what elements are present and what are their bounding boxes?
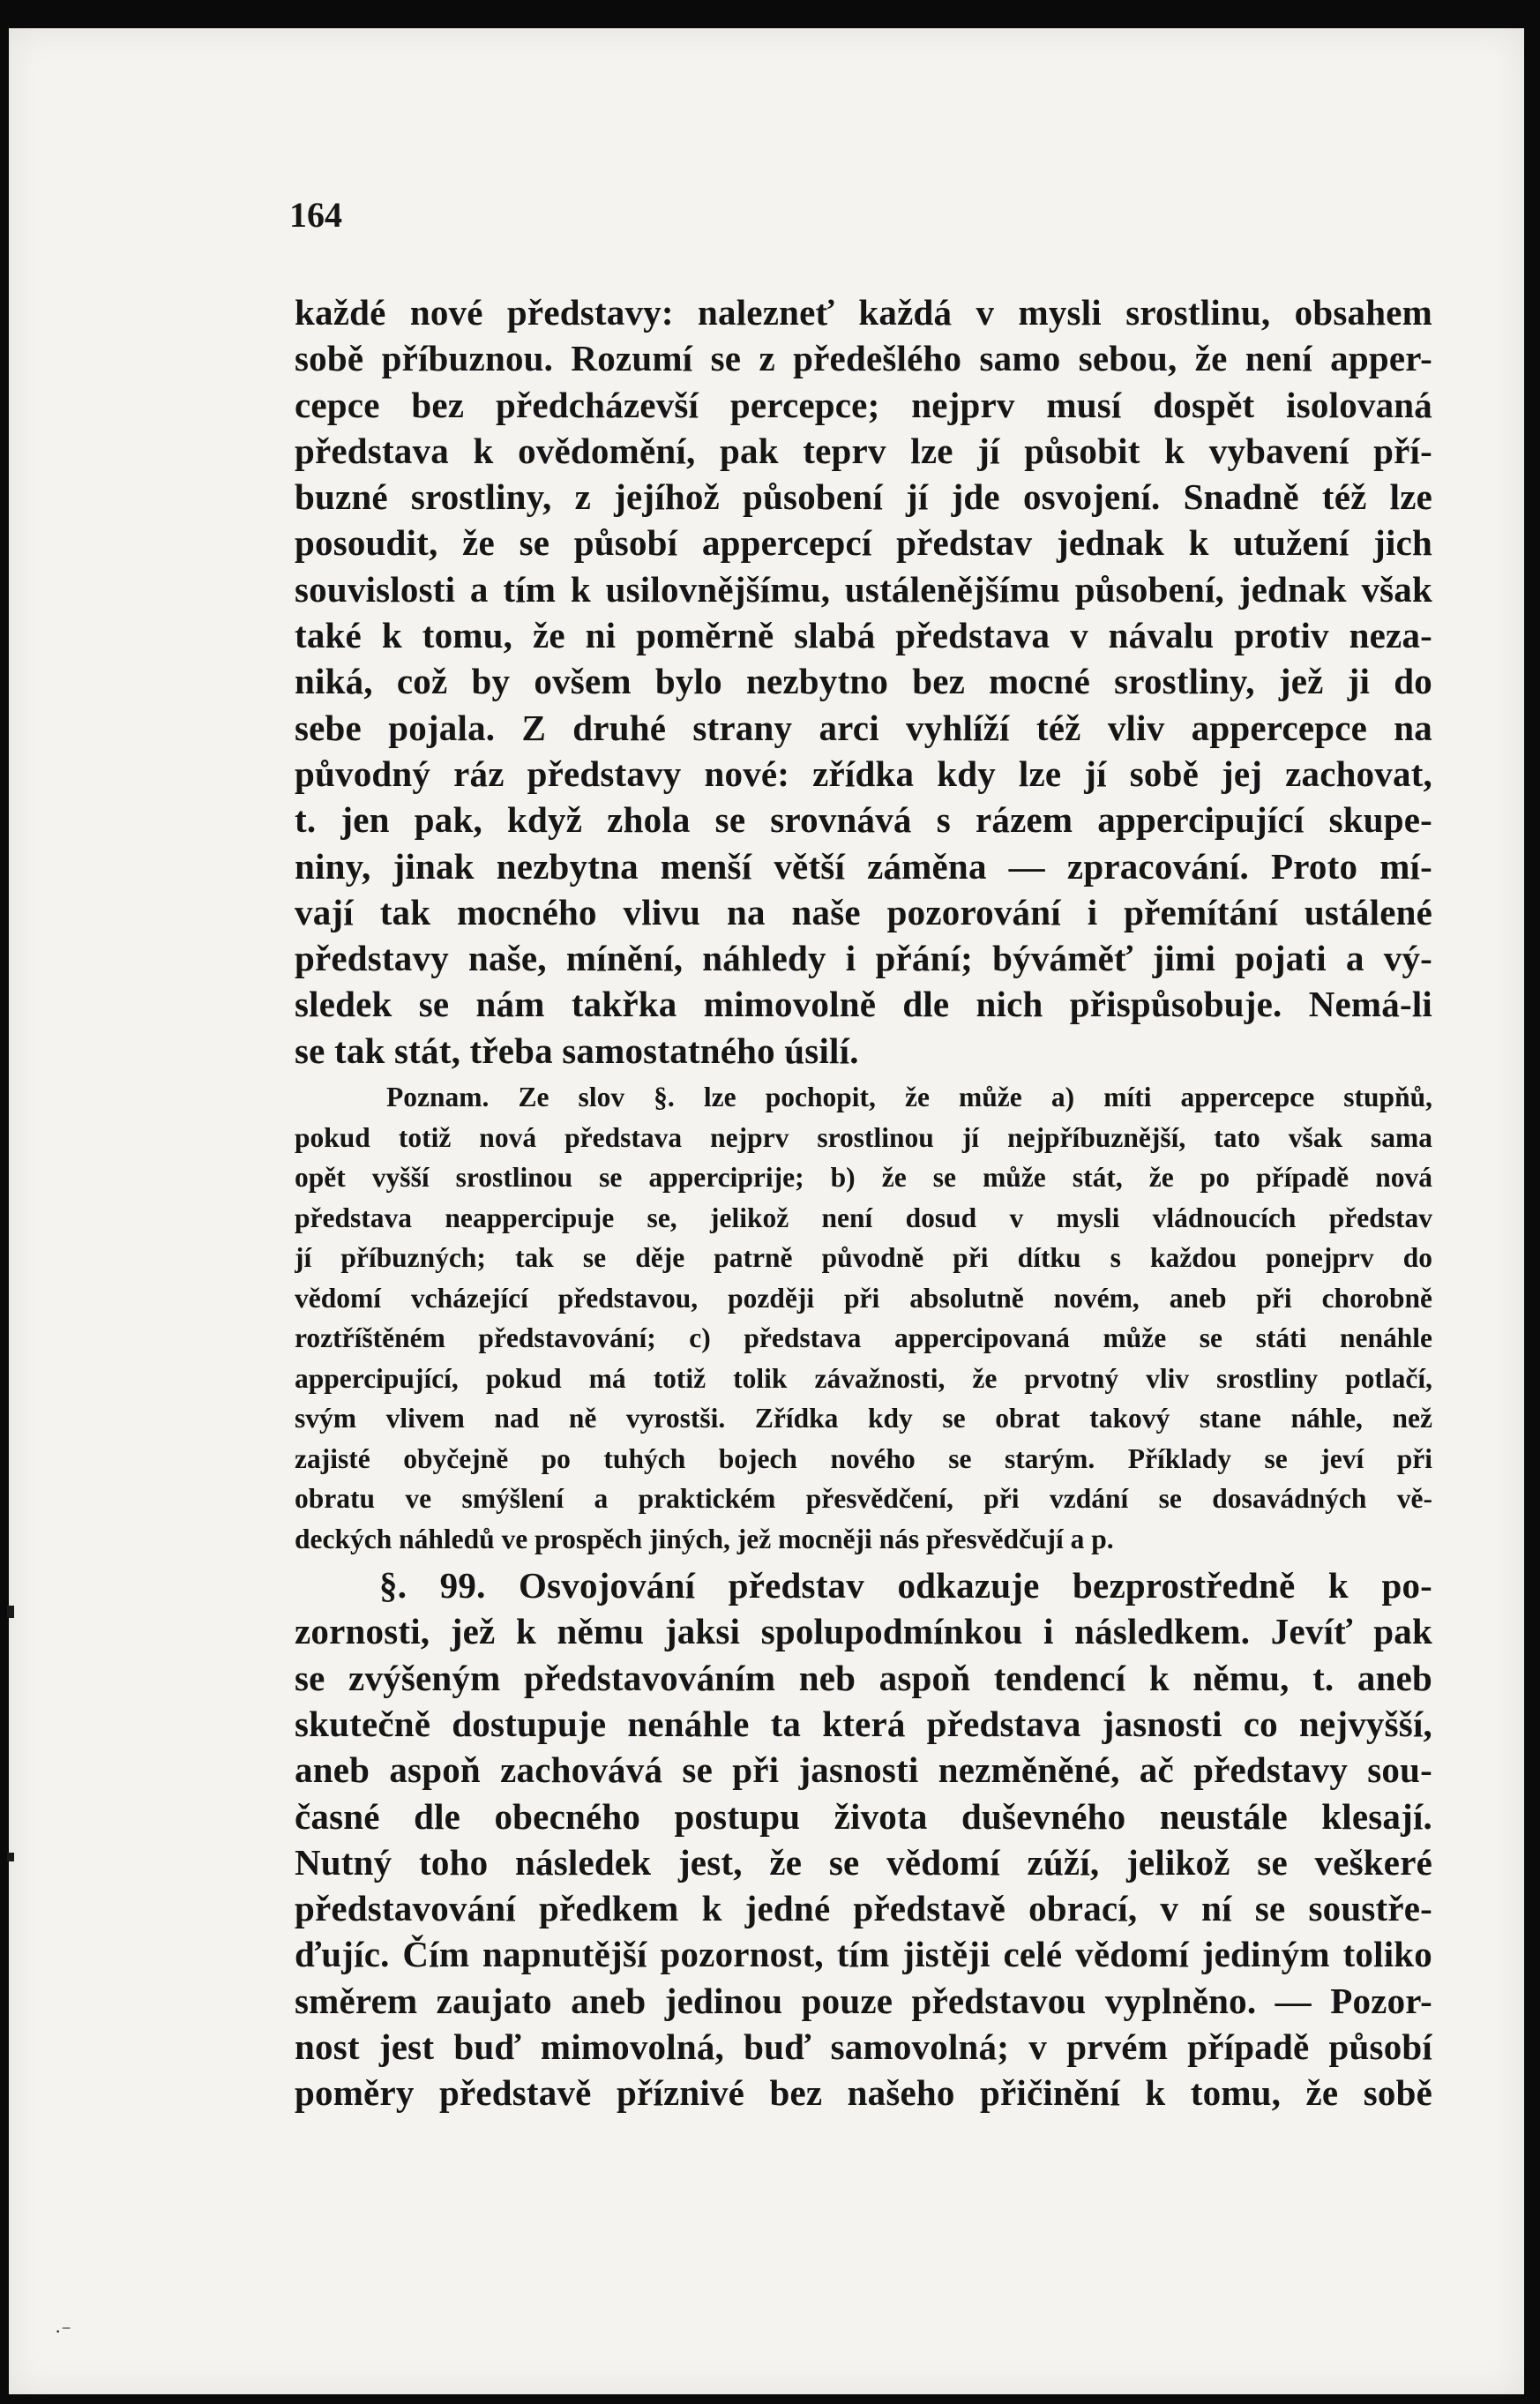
note-line: svým vlivem nad ně vyrostši. Zřídka kdy se obrat takový stane náhle, než bbox=[295, 1403, 1432, 1434]
text-line: niká, což by ovšem bylo nezbytno bez mocné srostliny, jež ji do bbox=[295, 661, 1432, 702]
note-line: obratu ve smýšlení a praktickém přesvědčení, při vzdání se dosavádných vě- bbox=[295, 1483, 1432, 1515]
note-line: roztříštěném představování; c) představa appercipovaná může se státi nenáhle bbox=[295, 1322, 1432, 1354]
text-line: Nutný toho následek jest, že se vědomí zúží, jelikož se veškeré bbox=[295, 1841, 1432, 1883]
note-line: jí příbuzných; tak se děje patrně původně při dítku s každou ponejprv do bbox=[295, 1242, 1432, 1274]
note-line: zajisté obyčejně po tuhých bojech nového se starým. Příklady se jeví při bbox=[295, 1442, 1432, 1474]
text-line: směrem zaujato aneb jedinou pouze představou vyplněno. — Pozor- bbox=[295, 1980, 1432, 2021]
text-line: se tak stát, třeba samostatného úsilí. bbox=[295, 1030, 859, 1071]
text-line: aneb aspoň zachovává se při jasnosti nezměněné, ač představy sou- bbox=[295, 1749, 1432, 1791]
text-line: představa k ovědomění, pak teprv lze jí působit k vybavení pří- bbox=[295, 430, 1432, 471]
text-line: se zvýšeným představováním neb aspoň tendencí k němu, t. aneb bbox=[295, 1657, 1432, 1698]
text-block bbox=[295, 289, 1432, 2116]
text-line: poměry představě příznivé bez našeho přičinění k tomu, že sobě bbox=[295, 2072, 1432, 2114]
text-line: sledek se nám takřka mimovolně dle nich přispůsobuje. Nemá-li bbox=[295, 984, 1432, 1025]
text-line: nost jest buď mimovolná, buď samovolná; v prvém případě působí bbox=[295, 2026, 1432, 2068]
footnote-remark bbox=[295, 1077, 1432, 1559]
text-line: také k tomu, že ni poměrně slabá představa v návalu protiv neza- bbox=[295, 615, 1432, 656]
text-line: buzné srostliny, z jejíhož působení jí jde osvojení. Snadně též lze bbox=[295, 476, 1432, 518]
page-number: 164 bbox=[289, 195, 342, 235]
book-page bbox=[9, 28, 1524, 2394]
text-line: vají tak mocného vlivu na naše pozorování i přemítání ustálené bbox=[295, 891, 1432, 932]
print-speck: ·⁻ bbox=[55, 2320, 71, 2342]
text-line: sobě příbuznou. Rozumí se z předešlého samo sebou, že není apper- bbox=[295, 338, 1432, 379]
text-line: zornosti, jež k němu jaksi spolupodmínkou i následkem. Jevíť pak bbox=[295, 1611, 1432, 1652]
text-line: představování předkem k jedné představě obrací, v ní se soustře- bbox=[295, 1888, 1432, 1929]
note-line: Poznam. Ze slov §. lze pochopit, že může a) míti appercepce stupňů, bbox=[386, 1082, 1432, 1113]
text-line: každé nové představy: nalezneť každá v mysli srostlinu, obsahem bbox=[295, 292, 1432, 333]
text-line: ďujíc. Čím napnutější pozornost, tím jistěji celé vědomí jediným toliko bbox=[295, 1934, 1432, 1975]
text-line: časné dle obecného postupu života duševného neustále klesají. bbox=[295, 1795, 1432, 1837]
text-line: původný ráz představy nové: zřídka kdy lze jí sobě jej zachovat, bbox=[295, 753, 1432, 794]
scan-edge-mark bbox=[7, 1606, 14, 1618]
section-99-paragraph bbox=[295, 1562, 1432, 2116]
body-paragraph bbox=[295, 289, 1432, 1074]
text-line: cepce bez předcházevší percepce; nejprv musí dospět isolovaná bbox=[295, 384, 1432, 425]
scan-edge-mark bbox=[7, 1853, 14, 1861]
note-line: appercipující, pokud má totiž tolik závažnosti, že prvotný vliv srostliny potlačí, bbox=[295, 1362, 1432, 1394]
note-line: představa neappercipuje se, jelikož není dosud v mysli vládnoucích představ bbox=[295, 1202, 1432, 1233]
text-line: skutečně dostupuje nenáhle ta která představa jasnosti co nejvyšší, bbox=[295, 1703, 1432, 1744]
text-line: představy naše, mínění, náhledy i přání; býváměť jimi pojati a vý- bbox=[295, 938, 1432, 979]
text-line: niny, jinak nezbytna menší větší záměna — zpracování. Proto mí- bbox=[295, 845, 1432, 887]
text-line: §. 99. Osvojování představ odkazuje bezprostředně k po- bbox=[379, 1565, 1432, 1606]
note-line: deckých náhledů ve prospěch jiných, jež mocněji nás přesvědčují a p. bbox=[295, 1523, 1114, 1554]
note-line: vědomí vcházející představou, později při absolutně novém, aneb při chorobně bbox=[295, 1282, 1432, 1314]
text-line: posoudit, že se působí appercepcí představ jednak k utužení jich bbox=[295, 522, 1432, 564]
note-line: pokud totiž nová představa nejprv srostlinou jí nejpříbuznější, tato však sama bbox=[295, 1121, 1432, 1153]
text-line: t. jen pak, když zhola se srovnává s rázem appercipující skupe- bbox=[295, 799, 1432, 841]
text-line: souvislosti a tím k usilovnějšímu, ustálenějšímu působení, jednak však bbox=[295, 568, 1432, 610]
text-line: sebe pojala. Z druhé strany arci vyhlíží též vliv appercepce na bbox=[295, 707, 1432, 748]
note-line: opět vyšší srostlinou se apperciprije; b) že se může stát, že po případě nová bbox=[295, 1162, 1432, 1194]
